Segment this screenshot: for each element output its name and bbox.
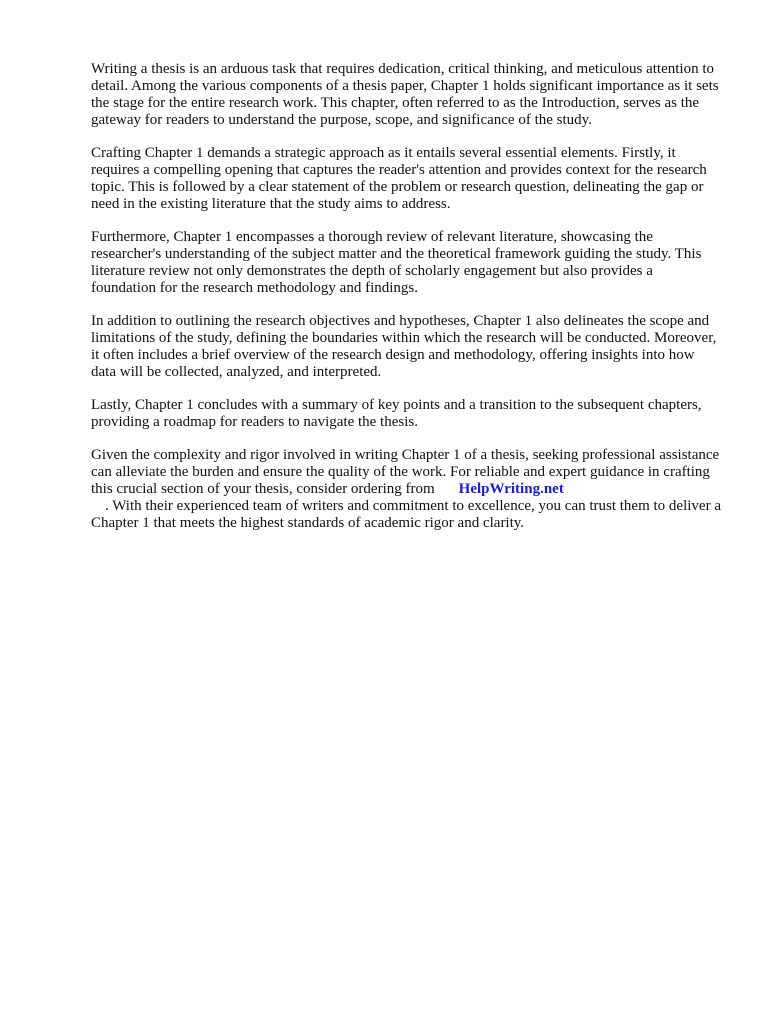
document-body: [91, 61, 721, 548]
paragraph-conclusion: Lastly, Chapter 1 concludes with a summary of key points and a transition to the subsequent chapters, providing a roadmap for readers to navigate the thesis.: [91, 397, 702, 430]
recommendation-text-before-link: Given the complexity and rigor involved in writing Chapter 1 of a thesis, seeking professional assistance can alleviate the burden and ensure the quality of the work. For reliable and expert guidance in crafting this crucial section of your thesis, consider ordering from: [91, 447, 720, 497]
paragraph-recommendation: [91, 447, 721, 532]
paragraph-crafting: Crafting Chapter 1 demands a strategic approach as it entails several essential elements. Firstly, it requires a compelling opening that captures the reader's attention and provides context for the research topic. This is followed by a clear statement of the problem or research question, delineating the gap or need in the existing literature that the study aims to address.: [91, 145, 707, 212]
recommendation-text-after-link: . With their experienced team of writers and commitment to excellence, you can trust them to deliver a Chapter 1 that meets the highest standards of academic rigor and clarity.: [91, 498, 721, 531]
helpwriting-link[interactable]: HelpWriting.net: [458, 481, 564, 497]
paragraph-objectives: In addition to outlining the research objectives and hypotheses, Chapter 1 also delineates the scope and limitations of the study, defining the boundaries within which the research will be conducted. Moreover, it often includes a brief overview of the research design and methodology, offering insights into how data will be collected, analyzed, and interpreted.: [91, 313, 717, 380]
paragraph-literature-review: Furthermore, Chapter 1 encompasses a thorough review of relevant literature, showcasing the researcher's understanding of the subject matter and the theoretical framework guiding the study. This literature review not only demonstrates the depth of scholarly engagement but also provides a foundation for the research methodology and findings.: [91, 229, 702, 296]
paragraph-intro: Writing a thesis is an arduous task that requires dedication, critical thinking, and meticulous attention to detail. Among the various components of a thesis paper, Chapter 1 holds significant importance as it sets the stage for the entire research work. This chapter, often referred to as the Introduction, serves as the gateway for readers to understand the purpose, scope, and significance of the study.: [91, 61, 719, 128]
